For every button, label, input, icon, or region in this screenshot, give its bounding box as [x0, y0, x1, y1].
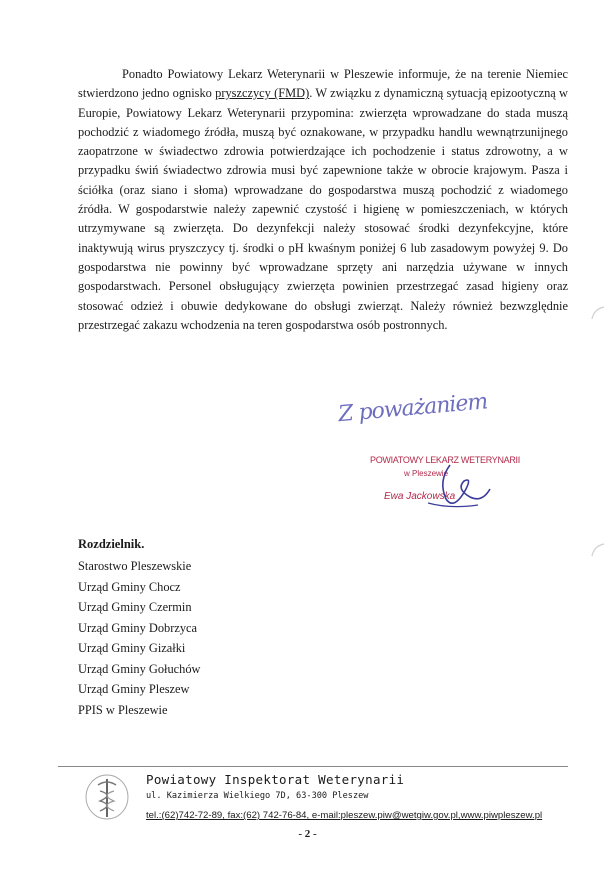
footer-divider	[58, 766, 568, 767]
list-item: Urząd Gminy Pleszew	[78, 682, 190, 696]
body-paragraph	[78, 65, 568, 335]
list-item: Urząd Gminy Czermin	[78, 600, 192, 614]
body-text-underlined: pryszczycy (FMD)	[215, 86, 310, 101]
stamp-title: POWIATOWY LEKARZ WETERYNARII	[370, 455, 520, 465]
page-number: - 2 -	[298, 828, 317, 840]
stamp-location: w Pleszewie	[404, 469, 449, 478]
body-text-part2: . W związku z dynamiczną sytuacją epizootyczną w Europie, Powiatowy Lekarz Weterynarii przypomina: zwierzęta wprowadzane do stada muszą pochodzić z wiadomego źródła, muszą być oznakowane, w przypadku handlu wewnątrzunijnego zaopatrzone w świadectwo zdrowia potwierdzające ich pochodzenie i status zdrowotny, a w przypadku świń świadectwo zdrowia musi być zapewnione także w obrocie krajowym. Pasza i ściółka (oraz siano i słoma) wprowadzane do gospodarstwa muszą pochodzić z wiadomego źródła. W gospodarstwie należy zapewnić czystość i higienę w pomieszczeniach, w których utrzymywane są zwierzęta. Do dezynfekcji należy stosować środki dezynfekcyjne, które inaktywują wirus pryszczycy tj. środki o pH kwaśnym poniżej 6 lub zasadowym powyżej 9. Do gospodarstwa nie powinny być wprowadzane sprzęty ani narzędzia używane w innych gospodarstwach. Personel obsługujący zwierzęta powinien przestrzegać zasad higieny oraz stosować odzież i obuwie dedykowane do obsługi zwierząt. Należy również bezwzględnie przestrzegać zakazu wchodzenia na teren gospodarstwa osób postronnych.	[78, 86, 569, 332]
scan-hole-mark-icon	[590, 305, 606, 321]
body-text-part1: Ponadto Powiatowy Lekarz Weterynarii w Pleszewie informuje, że na terenie Niemiec stwierdzono jedno ognisko	[78, 67, 568, 101]
list-item: Urząd Gminy Chocz	[78, 579, 181, 594]
institution-address: ul. Kazimierza Wielkiego 7D, 63-300 Pleszew	[146, 791, 369, 801]
list-item: Urząd Gminy Gołuchów	[78, 661, 201, 676]
list-item: Urząd Gminy Dobrzyca	[78, 620, 198, 635]
institution-contact: tel.:(62)742-72-89, fax:(62) 742-76-84, e-mail:pleszew.piw@wetgiw.gov.pl,www.piwpleszew.pl	[146, 810, 543, 821]
institution-name: Powiatowy Inspektorat Weterynarii	[146, 772, 405, 787]
list-item: PPIS w Pleszewie	[78, 702, 168, 717]
distribution-heading: Rozdzielnik.	[78, 537, 145, 551]
official-stamp	[370, 455, 520, 517]
caduceus-logo-icon	[84, 773, 130, 821]
list-item: Starostwo Pleszewskie	[78, 559, 192, 573]
scan-hole-mark-icon	[590, 542, 606, 558]
handwritten-signature: Z poważaniem	[337, 389, 489, 428]
list-item: Urząd Gminy Gizałki	[78, 641, 186, 655]
stamp-signatory: Ewa Jackowska	[384, 491, 456, 502]
distribution-list	[78, 556, 201, 720]
stamp-scribble-icon	[420, 459, 502, 513]
